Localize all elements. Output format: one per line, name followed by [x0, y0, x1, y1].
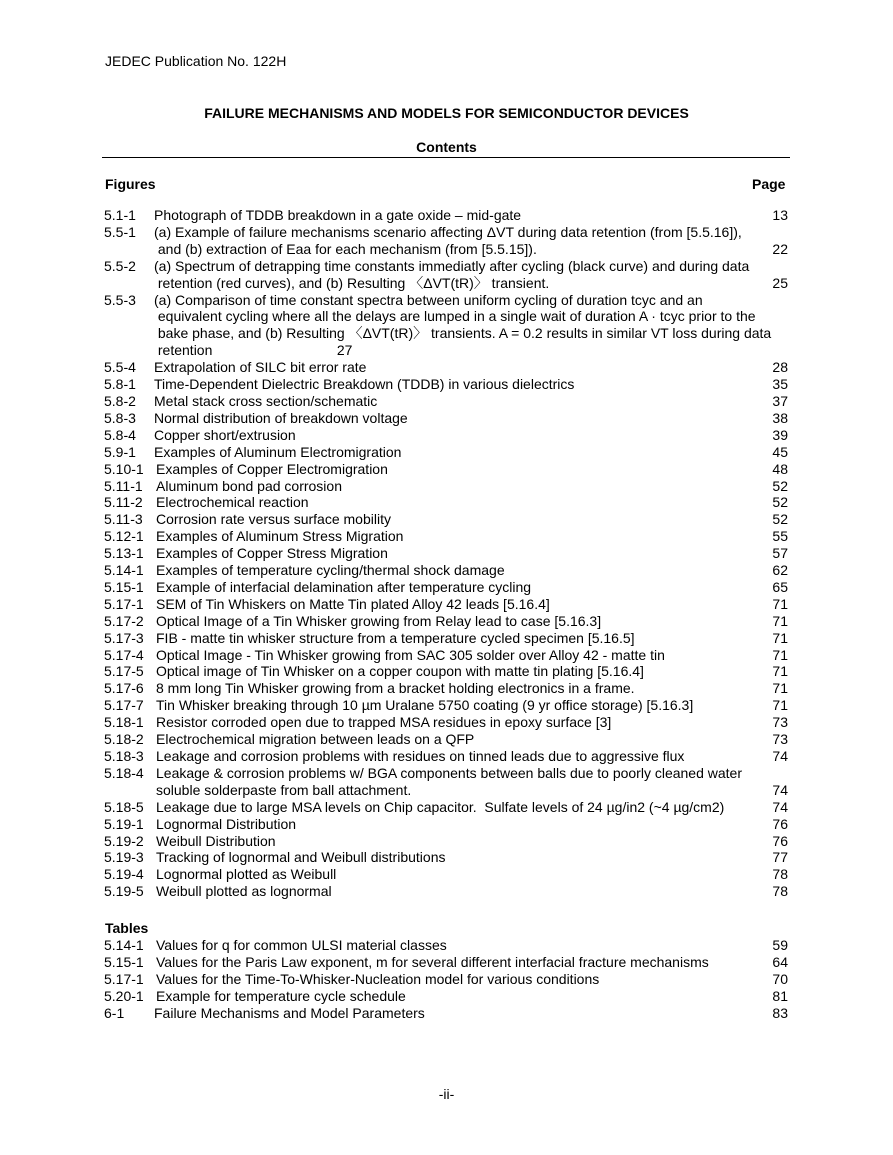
figure-entry	[104, 799, 788, 816]
table-entry	[104, 1005, 788, 1022]
figure-caption-line: Leakage due to large MSA levels on Chip capacitor. Sulfate levels of 24 µg/in2 (~4 µg/cm2)	[156, 798, 725, 815]
table-caption-line: Values for the Time-To-Whisker-Nucleation model for various conditions	[156, 970, 600, 987]
figure-caption-line: (a) Spectrum of detrapping time constants immediatly after cycling (black curve) and during data	[154, 257, 750, 274]
figure-entry	[104, 630, 788, 647]
figure-number: 5.17-7	[104, 697, 144, 714]
figure-number: 5.17-5	[104, 663, 144, 680]
figure-entry	[104, 647, 788, 664]
figure-caption-line: Examples of Aluminum Stress Migration	[156, 528, 404, 545]
table-number: 6-1	[104, 1004, 125, 1021]
figure-entry	[104, 393, 788, 410]
figure-entry	[104, 528, 788, 545]
figure-page-number: 71	[772, 595, 788, 612]
figure-caption-line: Optical Image of a Tin Whisker growing from Relay lead to case [5.16.3]	[156, 612, 602, 629]
table-caption-line: Values for the Paris Law exponent, m for several different interfacial fracture mechanisms	[156, 953, 709, 970]
table-page-number: 64	[772, 953, 788, 970]
figure-entry	[104, 883, 788, 900]
figure-caption-line: Examples of temperature cycling/thermal shock damage	[156, 562, 505, 579]
figure-entry	[104, 224, 788, 258]
figure-number: 5.19-5	[104, 883, 144, 900]
figure-caption-line: (a) Example of failure mechanisms scenario affecting ΔVT during data retention (from [5.5.16]),	[154, 223, 742, 240]
figure-entry	[104, 697, 788, 714]
figure-caption-line: and (b) extraction of Eaa for each mechanism (from [5.5.15]).	[154, 240, 537, 257]
figure-caption-line: Leakage & corrosion problems w/ BGA components between balls due to poorly cleaned water	[156, 764, 743, 781]
figure-page-number: 74	[772, 781, 788, 798]
figure-page-number: 78	[772, 883, 788, 900]
figure-number: 5.18-4	[104, 764, 144, 781]
figure-caption-line: Optical image of Tin Whisker on a copper coupon with matte tin plating [5.16.4]	[156, 663, 644, 680]
figure-caption-line: Tracking of lognormal and Weibull distributions	[156, 849, 446, 866]
figure-number: 5.18-2	[104, 731, 144, 748]
figure-number: 5.14-1	[104, 562, 144, 579]
figure-number: 5.18-1	[104, 714, 144, 731]
figure-caption-line: Example of interfacial delamination after temperature cycling	[156, 578, 532, 595]
figure-caption-line: Weibull Distribution	[156, 832, 276, 849]
table-entry	[104, 971, 788, 988]
figure-page-number: 55	[772, 528, 788, 545]
figure-number: 5.5-4	[104, 359, 136, 376]
figure-caption-line: retention (red curves), and (b) Resulting 〈ΔVT(tR)〉 transient.	[154, 274, 550, 291]
figure-caption-line: Normal distribution of breakdown voltage	[154, 409, 408, 426]
figure-entry	[104, 680, 788, 697]
figure-entry	[104, 562, 788, 579]
figure-number: 5.19-3	[104, 849, 144, 866]
figure-caption-line: Optical Image - Tin Whisker growing from SAC 305 solder over Alloy 42 - matte tin	[156, 646, 665, 663]
figure-caption-line: bake phase, and (b) Resulting 〈ΔVT(tR)〉 transients. A = 0.2 results in similar VT loss during data	[154, 325, 772, 342]
figure-entry	[104, 714, 788, 731]
figure-number: 5.8-3	[104, 409, 136, 426]
figure-number: 5.18-3	[104, 748, 144, 764]
figure-caption-line: Electrochemical migration between leads on a QFP	[156, 731, 475, 748]
table-caption-line: Values for q for common ULSI material classes	[156, 937, 447, 953]
figure-page-number: 62	[772, 562, 788, 579]
figure-entry	[104, 579, 788, 596]
figure-number: 5.1-1	[104, 207, 136, 223]
figure-caption-line: Electrochemical reaction	[156, 494, 309, 511]
table-caption-line: Failure Mechanisms and Model Parameters	[154, 1004, 425, 1021]
table-entry	[104, 937, 788, 954]
figure-page-number: 76	[772, 832, 788, 849]
figure-entry	[104, 461, 788, 478]
table-page-number: 59	[772, 937, 788, 953]
figure-caption-line: retention 27	[154, 342, 353, 359]
running-header: JEDEC Publication No. 122H	[105, 53, 287, 69]
figure-page-number: 71	[772, 629, 788, 646]
page-number-footer: -ii-	[438, 1086, 455, 1102]
figure-number: 5.11-1	[104, 477, 143, 494]
figure-caption-line: Examples of Aluminum Electromigration	[154, 443, 402, 460]
figure-caption-line: Leakage and corrosion problems with residues on tinned leads due to aggressive flux	[156, 748, 685, 764]
figure-page-number: 71	[772, 663, 788, 680]
table-page-number: 83	[772, 1004, 788, 1021]
figure-number: 5.8-4	[104, 426, 136, 443]
figure-caption-line: FIB - matte tin whisker structure from a temperature cycled specimen [5.16.5]	[156, 629, 635, 646]
table-number: 5.14-1	[104, 937, 144, 953]
figure-entry	[104, 444, 788, 461]
figure-page-number: 22	[772, 240, 788, 257]
divider-rule	[102, 157, 790, 158]
figures-heading: Figures	[105, 176, 156, 192]
figure-entry	[104, 376, 788, 393]
figure-caption-line: Metal stack cross section/schematic	[154, 392, 378, 409]
figure-number: 5.10-1	[104, 460, 144, 477]
figure-page-number: 57	[772, 545, 788, 562]
figure-entry	[104, 816, 788, 833]
figure-entry	[104, 494, 788, 511]
figure-number: 5.8-2	[104, 392, 136, 409]
figure-number: 5.19-2	[104, 832, 144, 849]
figure-entry	[104, 663, 788, 680]
figure-caption-line: Lognormal plotted as Weibull	[156, 866, 337, 883]
figure-entry	[104, 207, 788, 224]
figure-number: 5.18-5	[104, 798, 144, 815]
figure-page-number: 73	[772, 714, 788, 731]
figure-page-number: 48	[772, 460, 788, 477]
figure-page-number: 37	[772, 392, 788, 409]
figure-entry	[104, 613, 788, 630]
figure-page-number: 71	[772, 680, 788, 697]
figure-caption-line: Extrapolation of SILC bit error rate	[154, 359, 367, 376]
figure-caption-line: equivalent cycling where all the delays are lumped in a single wait of duration A · tcyc prior to the	[154, 308, 756, 325]
figure-caption-line: (a) Comparison of time constant spectra between uniform cycling of duration tcyc and an	[154, 291, 703, 308]
table-entry	[104, 954, 788, 971]
figure-entry	[104, 258, 788, 292]
figure-page-number: 77	[772, 849, 788, 866]
figure-page-number: 39	[772, 426, 788, 443]
figure-caption-line: Time-Dependent Dielectric Breakdown (TDDB) in various dielectrics	[154, 376, 575, 393]
figure-page-number: 52	[772, 511, 788, 528]
figure-page-number: 71	[772, 612, 788, 629]
figures-list	[104, 207, 788, 900]
figure-page-number: 73	[772, 731, 788, 748]
figure-caption-line: SEM of Tin Whiskers on Matte Tin plated Alloy 42 leads [5.16.4]	[156, 595, 550, 612]
figure-entry	[104, 748, 788, 765]
table-number: 5.17-1	[104, 970, 144, 987]
figure-number: 5.17-1	[104, 595, 144, 612]
page-column-heading: Page	[752, 176, 786, 192]
figure-number: 5.13-1	[104, 545, 144, 562]
figure-caption-line: soluble solderpaste from ball attachment.	[156, 781, 412, 798]
table-number: 5.15-1	[104, 953, 144, 970]
table-number: 5.20-1	[104, 987, 144, 1004]
figure-page-number: 52	[772, 494, 788, 511]
figure-page-number: 52	[772, 477, 788, 494]
figure-caption-line: Photograph of TDDB breakdown in a gate oxide – mid-gate	[154, 207, 522, 223]
figure-entry	[104, 292, 788, 360]
figure-entry	[104, 359, 788, 376]
figure-caption-line: Corrosion rate versus surface mobility	[156, 511, 391, 528]
figure-number: 5.5-1	[104, 223, 136, 240]
figure-caption-line: Examples of Copper Stress Migration	[156, 545, 388, 562]
figure-entry	[104, 545, 788, 562]
figure-number: 5.5-3	[104, 291, 136, 308]
table-entry	[104, 988, 788, 1005]
figure-page-number: 71	[772, 697, 788, 714]
table-page-number: 70	[772, 970, 788, 987]
figure-entry	[104, 427, 788, 444]
figure-entry	[104, 765, 788, 799]
figure-caption-line: Weibull plotted as lognormal	[156, 883, 332, 900]
figure-number: 5.5-2	[104, 257, 136, 274]
table-page-number: 81	[772, 987, 788, 1004]
figure-caption-line: Resistor corroded open due to trapped MSA residues in epoxy surface [3]	[156, 714, 612, 731]
figure-number: 5.17-6	[104, 680, 144, 697]
figure-entry	[104, 596, 788, 613]
figure-number: 5.19-4	[104, 866, 144, 883]
figure-number: 5.8-1	[104, 376, 136, 393]
figure-number: 5.12-1	[104, 528, 144, 545]
figure-number: 5.19-1	[104, 815, 144, 832]
figure-caption-line: Lognormal Distribution	[156, 815, 297, 832]
figure-number: 5.17-3	[104, 629, 144, 646]
figure-entry	[104, 511, 788, 528]
figure-number: 5.17-2	[104, 612, 144, 629]
figure-caption-line: Aluminum bond pad corrosion	[156, 477, 342, 494]
figure-number: 5.11-3	[104, 511, 143, 528]
tables-heading: Tables	[105, 920, 149, 936]
figure-number: 5.9-1	[104, 443, 136, 460]
figure-page-number: 76	[772, 815, 788, 832]
contents-heading: Contents	[416, 139, 477, 155]
figure-entry	[104, 731, 788, 748]
figure-caption-line: 8 mm long Tin Whisker growing from a bracket holding electronics in a frame.	[156, 680, 635, 697]
document-title: FAILURE MECHANISMS AND MODELS FOR SEMICONDUCTOR DEVICES	[204, 105, 689, 121]
figure-entry	[104, 866, 788, 883]
figure-page-number: 28	[772, 359, 788, 376]
figure-entry	[104, 478, 788, 495]
table-caption-line: Example for temperature cycle schedule	[156, 987, 406, 1004]
figure-entry	[104, 410, 788, 427]
figure-number: 5.15-1	[104, 578, 144, 595]
figure-number: 5.17-4	[104, 646, 144, 663]
tables-list	[104, 937, 788, 1022]
figure-page-number: 38	[772, 409, 788, 426]
figure-page-number: 71	[772, 646, 788, 663]
figure-page-number: 74	[772, 748, 788, 764]
figure-page-number: 65	[772, 578, 788, 595]
figure-page-number: 45	[772, 443, 788, 460]
figure-caption-line: Examples of Copper Electromigration	[156, 460, 388, 477]
figure-caption-line: Tin Whisker breaking through 10 µm Uralane 5750 coating (9 yr office storage) [5.16.3]	[156, 697, 694, 714]
figure-caption-line: Copper short/extrusion	[154, 426, 296, 443]
figure-page-number: 25	[772, 274, 788, 291]
figure-page-number: 35	[772, 376, 788, 393]
figure-entry	[104, 849, 788, 866]
figure-page-number: 13	[772, 207, 788, 223]
figure-number: 5.11-2	[104, 494, 143, 511]
figure-page-number: 74	[772, 798, 788, 815]
figure-page-number: 78	[772, 866, 788, 883]
figure-entry	[104, 833, 788, 850]
